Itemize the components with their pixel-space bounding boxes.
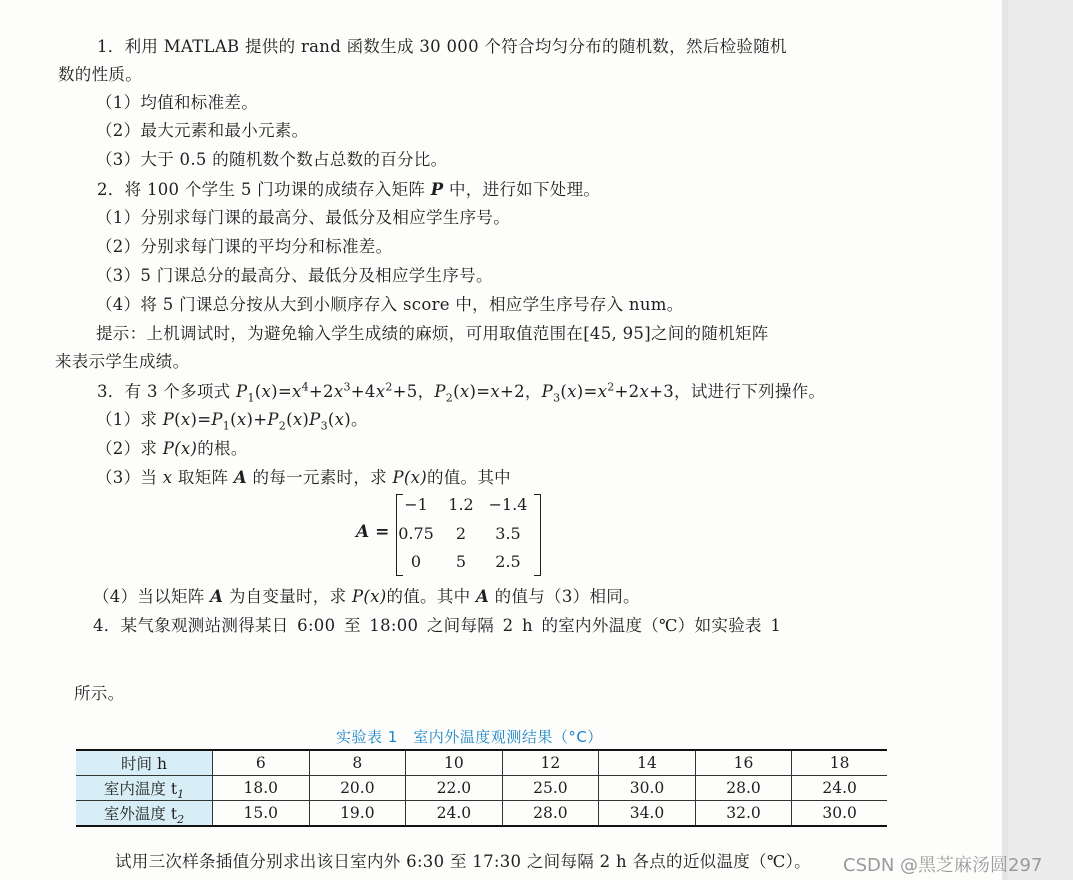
question-2-item-3: （3）5 门课总分的最高分、最低分及相应学生序号。 [96,266,493,285]
final-instruction: 试用三次样条插值分别求出该日室内外 6:30 至 17:30 之间每隔 2 h 各点的近似温度（℃）。 [115,852,811,871]
table-cell: 18 [792,750,887,776]
table-header-cell: 时间 h [76,750,213,776]
table-cell: 18.0 [213,776,310,801]
matrix-cell: 2 [455,524,467,543]
matrix-cell: −1 [404,495,428,514]
table-title: 实验表 1 室内外温度观测结果（°C） [336,728,603,746]
table-cell: 14 [599,750,696,776]
table-cell: 25.0 [502,776,599,801]
hint-line-2: 来表示学生成绩。 [55,352,190,371]
matrix-p-symbol: P [430,180,444,199]
question-3-item-4: （4）当以矩阵 A 为自变量时，求 P(x)的值。其中 A 的值与（3）相同。 [93,587,640,606]
table-cell: 15.0 [213,801,310,827]
matrix-label: A = [356,522,390,542]
table-cell: 6 [213,750,310,776]
table-header-cell: 室外温度 $t_2$ [76,801,213,827]
table-cell: 24.0 [406,801,503,827]
matrix-right-bracket [534,494,541,576]
question-1-item-3: （3）大于 0.5 的随机数个数占总数的百分比。 [96,150,448,169]
question-4-line-2: 所示。 [74,684,125,703]
question-2-item-4: （4）将 5 门课总分按从大到小顺序存入 score 中，相应学生序号存入 num。 [96,295,684,314]
hint-line-1: 提示：上机调试时，为避免输入学生成绩的麻烦，可用取值范围在[45, 95]之间的随机矩阵 [96,324,769,343]
viewer-side-panel [1008,0,1073,880]
question-2-item-1: （1）分别求每门课的最高分、最低分及相应学生序号。 [96,208,510,227]
question-1-line-1: 1．利用 MATLAB 提供的 rand 函数生成 30 000 个符合均匀分布的随机数，然后检验随机 [97,37,787,56]
table-cell: 34.0 [599,801,696,827]
question-4-line-1: 4．某气象观测站测得某日 6:00 至 18:00 之间每隔 2 h 的室内外温度（℃）如实验表 1 [93,616,782,635]
table-cell: 19.0 [309,801,406,827]
question-2-item-2: （2）分别求每门课的平均分和标准差。 [96,237,393,256]
matrix-cell: 3.5 [495,524,521,543]
matrix-cell: 2.5 [495,552,521,571]
table-cell: 28.0 [502,801,599,827]
table-cell: 16 [695,750,792,776]
table-cell: 30.0 [792,801,887,827]
table-cell: 30.0 [599,776,696,801]
table-row-hours [76,750,887,776]
temperature-table [76,749,887,827]
matrix-a [356,490,546,576]
question-1-line-2: 数的性质。 [58,65,142,84]
question-3-item-3: （3）当 x 取矩阵 A 的每一元素时，求 P(x)的值。其中 [96,468,511,487]
question-2-line-1: 2．将 100 个学生 5 门功课的成绩存入矩阵 P 中，进行如下处理。 [97,180,601,199]
question-3-item-1: （1）求 $P(x)=P_1(x)+P_2(x)P_3(x)$。 [96,410,368,433]
table-cell: 28.0 [695,776,792,801]
matrix-cell: 0 [410,552,422,571]
table-row-indoor [76,776,887,801]
table-cell: 32.0 [695,801,792,827]
matrix-cell: 1.2 [448,495,474,514]
table-cell: 10 [406,750,503,776]
matrix-cell: 0.75 [398,524,434,543]
question-3-item-2: （2）求 P(x)的根。 [96,439,248,458]
watermark: CSDN @黑芝麻汤圆297 [843,855,1043,876]
table-cell: 24.0 [792,776,887,801]
table-cell: 12 [502,750,599,776]
table-header-cell: 室内温度 $t_1$ [76,776,213,801]
question-3-line-1: 3．有 3 个多项式 $P_1(x)=x^4+2x^3+4x^2+5$，$P_2(x)=x+2$，$P_3(x)=x^2+2x+3$，试进行下列操作。 [97,380,826,405]
table-cell: 20.0 [309,776,406,801]
table-row-outdoor [76,801,887,827]
matrix-cell: 5 [455,552,467,571]
question-1-item-2: （2）最大元素和最小元素。 [96,121,309,140]
matrix-cell: −1.4 [488,495,528,514]
table-cell: 8 [309,750,406,776]
table-cell: 22.0 [406,776,503,801]
question-1-item-1: （1）均值和标准差。 [96,93,258,112]
